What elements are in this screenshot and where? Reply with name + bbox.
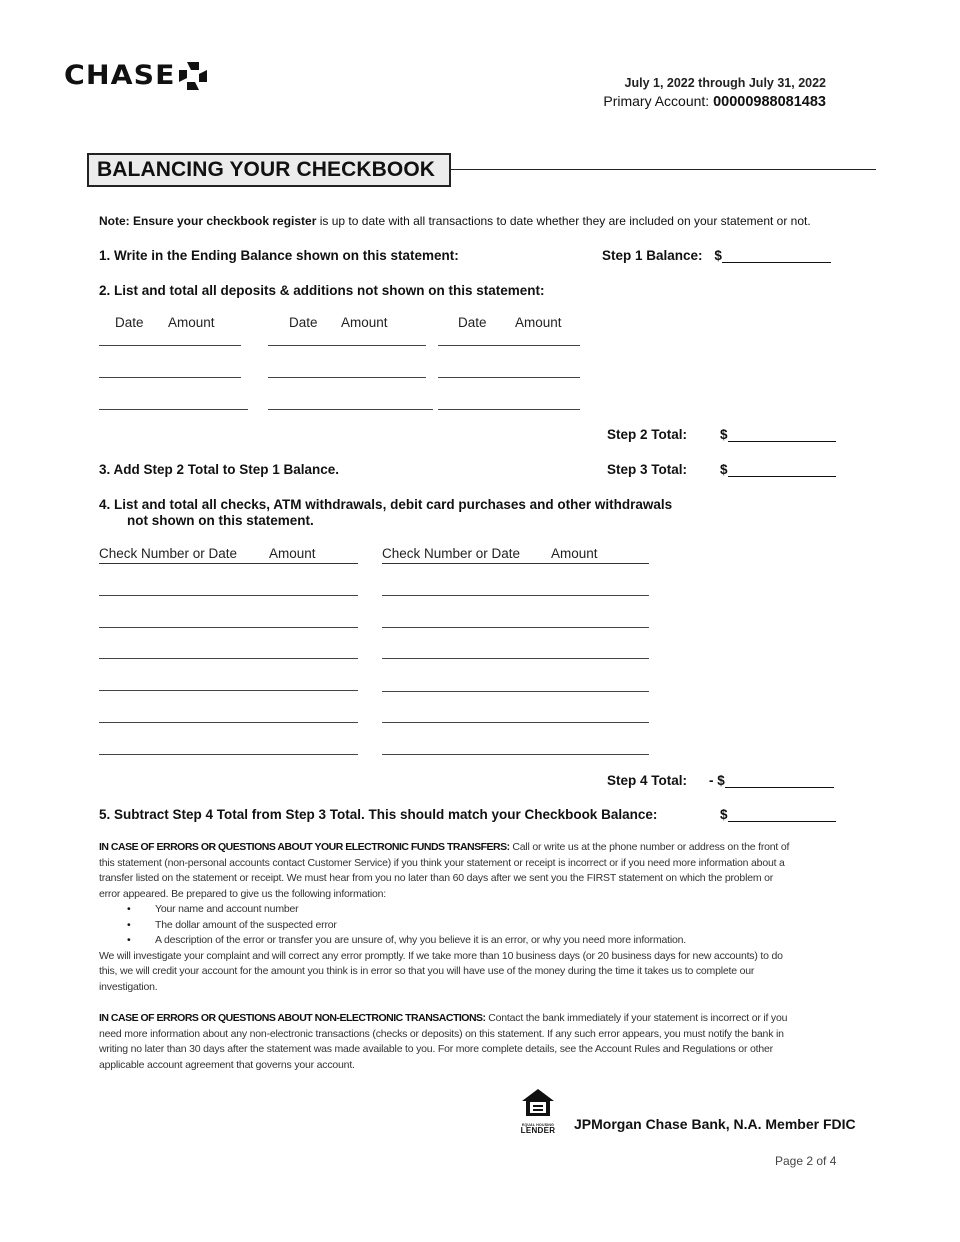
check-entry-line[interactable] xyxy=(99,754,358,755)
step-3-total xyxy=(720,462,836,477)
step-1-dollar: $ xyxy=(714,248,722,263)
check-entry-line[interactable] xyxy=(382,658,649,659)
check-entry-line[interactable] xyxy=(382,627,649,628)
non-electronic-disclosure xyxy=(99,1011,791,1073)
eft-closing: We will investigate your complaint and will correct any error promptly. If we take more than 10 business days (or 20 business days for new accounts) to do this, we will credit your account for the amount you think is in error so that you will have use of the money during the time it takes us to complete our investigation. xyxy=(99,949,783,993)
step-4-instruction-cont: not shown on this statement. xyxy=(127,513,314,528)
deposit-col-amount-3: Amount xyxy=(515,315,562,330)
deposit-entry-line[interactable] xyxy=(268,377,426,378)
step-1-balance-label xyxy=(602,248,831,263)
primary-account xyxy=(603,93,826,110)
deposit-entry-line[interactable] xyxy=(99,409,248,410)
eft-body: Call or write us at the phone number or address on the front of this statement (non-personal accounts contact Customer Service) if you think your statement or receipt is incorrect or if you need more information about a transfer listed on the statement or receipt. We must hear from you no later than 60 days after we sent you the FIRST statement on which the problem or error appeared. Be prepared to give us the following information: xyxy=(99,841,790,900)
check-header-underline xyxy=(99,563,358,564)
deposit-col-amount-1: Amount xyxy=(168,315,215,330)
check-col-number-1: Check Number or Date xyxy=(99,546,238,561)
step-1-instruction: 1. Write in the Ending Balance shown on this statement: xyxy=(99,248,459,263)
house-icon xyxy=(519,1088,557,1118)
ehl-caption: EQUAL HOUSING xyxy=(521,1123,555,1127)
check-entry-line[interactable] xyxy=(382,722,649,723)
brand-name: CHASE xyxy=(64,60,176,91)
chase-octagon-icon xyxy=(178,61,208,91)
check-entry-line[interactable] xyxy=(99,595,358,596)
eft-info-list xyxy=(99,902,791,949)
ehl-label: LENDER xyxy=(520,1126,556,1135)
check-entry-line[interactable] xyxy=(382,691,649,692)
check-entry-line[interactable] xyxy=(382,754,649,755)
non-electronic-heading: IN CASE OF ERRORS OR QUESTIONS ABOUT NON-ELECTRONIC TRANSACTIONS: xyxy=(99,1012,486,1024)
deposit-col-date-3: Date xyxy=(458,315,487,330)
step-5-dollar: $ xyxy=(720,807,728,822)
eft-info-item: • The dollar amount of the suspected error xyxy=(99,918,791,934)
step-2-total xyxy=(720,427,836,442)
check-entry-line[interactable] xyxy=(99,658,358,659)
check-col-amount-2: Amount xyxy=(551,546,598,561)
step-1-label: Step 1 Balance: xyxy=(602,248,703,263)
deposit-entry-line[interactable] xyxy=(268,409,433,410)
step-3-dollar: $ xyxy=(720,462,728,477)
step-3-total-field[interactable] xyxy=(728,476,836,477)
deposit-entry-line[interactable] xyxy=(268,345,426,346)
deposit-entry-line[interactable] xyxy=(99,345,241,346)
check-col-number-2: Check Number or Date xyxy=(382,546,521,561)
check-col-amount-1: Amount xyxy=(269,546,316,561)
step-3-instruction: 3. Add Step 2 Total to Step 1 Balance. xyxy=(99,462,340,477)
equal-housing-lender-icon xyxy=(519,1088,557,1135)
deposit-col-date-1: Date xyxy=(115,315,144,330)
deposit-entry-line[interactable] xyxy=(438,409,580,410)
step-4-total-field[interactable] xyxy=(725,787,834,788)
note xyxy=(99,214,811,228)
deposit-entry-line[interactable] xyxy=(438,377,580,378)
step-4-instruction: 4. List and total all checks, ATM withdrawals, debit card purchases and other withdrawals xyxy=(99,497,673,512)
member-fdic: JPMorgan Chase Bank, N.A. Member FDIC xyxy=(574,1116,856,1132)
page-title-box xyxy=(87,153,451,187)
account-label: Primary Account: xyxy=(603,93,710,109)
check-entry-line[interactable] xyxy=(99,690,358,691)
statement-period: July 1, 2022 through July 31, 2022 xyxy=(624,76,826,90)
page-number: Page 2 of 4 xyxy=(775,1154,837,1168)
check-entry-line[interactable] xyxy=(99,722,358,723)
checkbook-balance-field[interactable] xyxy=(728,821,836,822)
non-electronic-body: Contact the bank immediately if your statement is incorrect or if you need more information about any non-electronic transactions (checks or deposits) on this statement. If any such error appears, you must notify the bank in writing no later than 30 days after the statement was made available to you. For more complete details, see the Account Rules and Regulations or other applicable account agreement that governs your account. xyxy=(99,1012,788,1071)
step-4-dollar: - $ xyxy=(709,773,725,788)
checkbook-balance xyxy=(720,807,836,822)
eft-info-item: • Your name and account number xyxy=(99,902,791,918)
check-entry-line[interactable] xyxy=(99,627,358,628)
step-2-total-field[interactable] xyxy=(728,441,836,442)
chase-logo xyxy=(64,60,208,91)
step-2-instruction: 2. List and total all deposits & additions not shown on this statement: xyxy=(99,283,545,298)
deposit-col-amount-2: Amount xyxy=(341,315,388,330)
eft-info-item: • A description of the error or transfer you are unsure of, why you believe it is an error, or why you need more information. xyxy=(99,933,791,949)
step-5-instruction: 5. Subtract Step 4 Total from Step 3 Total. This should match your Checkbook Balance: xyxy=(99,807,658,822)
step-1-balance-field[interactable] xyxy=(722,262,831,263)
deposit-entry-line[interactable] xyxy=(99,377,241,378)
page-title: BALANCING YOUR CHECKBOOK xyxy=(97,158,436,181)
title-rule xyxy=(449,169,876,170)
eft-heading: IN CASE OF ERRORS OR QUESTIONS ABOUT YOUR ELECTRONIC FUNDS TRANSFERS: xyxy=(99,841,510,853)
step-2-total-label: Step 2 Total: xyxy=(607,427,688,442)
eft-disclosure xyxy=(99,840,791,995)
step-4-total xyxy=(709,773,834,788)
note-bold: Note: Ensure your checkbook register xyxy=(99,214,317,228)
statement-header xyxy=(603,76,826,110)
deposit-entry-line[interactable] xyxy=(438,345,580,346)
step-3-total-label: Step 3 Total: xyxy=(607,462,688,477)
note-text: is up to date with all transactions to date whether they are included on your statement or not. xyxy=(316,214,811,228)
check-header-underline xyxy=(382,563,649,564)
step-4-total-label: Step 4 Total: xyxy=(607,773,688,788)
deposit-col-date-2: Date xyxy=(289,315,318,330)
check-entry-line[interactable] xyxy=(382,595,649,596)
account-number: 00000988081483 xyxy=(713,94,826,110)
step-2-dollar: $ xyxy=(720,427,728,442)
